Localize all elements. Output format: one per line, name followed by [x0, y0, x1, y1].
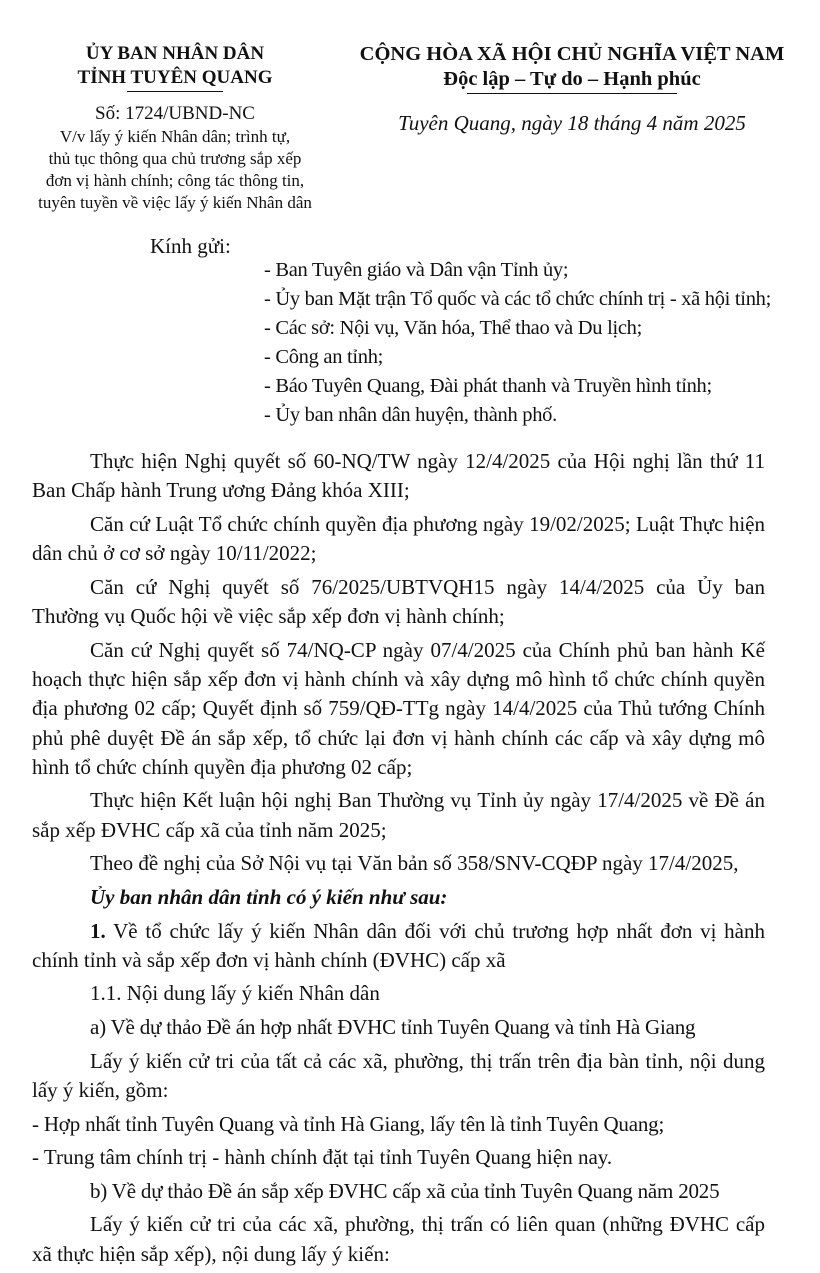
body-paragraph: Lấy ý kiến cử tri của tất cả các xã, phường, thị trấn trên địa bàn tỉnh, nội dung lấy ý kiến, gồm: — [32, 1048, 765, 1102]
recipient-item: - Các sở: Nội vụ, Văn hóa, Thể thao và Du lịch; — [264, 317, 643, 339]
section-number: 1. — [90, 918, 106, 943]
body-paragraph: Căn cứ Nghị quyết số 74/NQ-CP ngày 07/4/2025 của Chính phủ ban hành Kế hoạch thực hiện sắp xếp đơn vị hành chính và xây dựng mô hình tổ chức chính quyền địa phương 02 cấp; Quyết định số 759/QĐ-TTg ngày 14/4/2025 của Thủ tướng Chính phủ phê duyệt Đề án sắp xếp, tổ chức lại đơn vị hành chính các cấp và xây dựng mô hình tổ chức chính quyền địa phương 02 cấp; — [32, 637, 765, 779]
issuer-block — [8, 42, 342, 214]
bullet-item: - Hợp nhất tỉnh Tuyên Quang và tỉnh Hà Giang, lấy tên là tỉnh Tuyên Quang; — [32, 1111, 665, 1136]
motto-underline — [467, 93, 677, 94]
national-motto: Độc lập – Tự do – Hạnh phúc — [443, 68, 701, 90]
issuer-name-line2: TỈNH TUYÊN QUANG — [77, 67, 273, 88]
subject-line: thủ tục thông qua chủ trương sắp xếp — [48, 149, 302, 168]
addressees-label: Kính gửi: — [150, 234, 231, 258]
body-paragraph: Căn cứ Luật Tổ chức chính quyền địa phương ngày 19/02/2025; Luật Thực hiện dân chủ ở cơ sở ngày 10/11/2022; — [32, 511, 765, 566]
recipient-item: - Ban Tuyên giáo và Dân vận Tỉnh ủy; — [264, 259, 569, 281]
bullet-item: - Trung tâm chính trị - hành chính đặt tại tỉnh Tuyên Quang hiện nay. — [32, 1145, 613, 1170]
body-paragraph: a) Về dự thảo Đề án hợp nhất ĐVHC tỉnh Tuyên Quang và tỉnh Hà Giang — [90, 1015, 696, 1040]
section-item-1 — [32, 917, 765, 976]
body-paragraph: Theo đề nghị của Sở Nội vụ tại Văn bản số 358/SNV-CQĐP ngày 17/4/2025, — [90, 851, 739, 876]
place-and-date: Tuyên Quang, ngày 18 tháng 4 năm 2025 — [398, 111, 746, 135]
body-paragraph: Thực hiện Kết luận hội nghị Ban Thường vụ Tỉnh ủy ngày 17/4/2025 về Đề án sắp xếp ĐVHC cấp xã của tỉnh năm 2025; — [32, 788, 765, 842]
national-title: CỘNG HÒA XÃ HỘI CHỦ NGHĨA VIỆT NAM — [359, 43, 785, 65]
recipient-item: - Báo Tuyên Quang, Đài phát thanh và Truyền hình tỉnh; — [264, 375, 712, 397]
recipient-list — [264, 256, 771, 430]
subsection-heading: 1.1. Nội dung lấy ý kiến Nhân dân — [90, 981, 380, 1006]
section-item-text: Về tổ chức lấy ý kiến Nhân dân đối với chủ trương hợp nhất đơn vị hành chính tỉnh và sắp xếp đơn vị hành chính (ĐVHC) cấp xã — [32, 918, 765, 972]
section-heading: Ủy ban nhân dân tỉnh có ý kiến như sau: — [90, 884, 448, 909]
document-body — [32, 447, 765, 1273]
document-number: Số: 1724/UBND-NC — [95, 103, 255, 124]
body-paragraph: Thực hiện Nghị quyết số 60-NQ/TW ngày 12/4/2025 của Hội nghị lần thứ 11 Ban Chấp hành Trung ương Đảng khóa XIII; — [32, 449, 765, 503]
body-paragraph: Lấy ý kiến cử tri của các xã, phường, thị trấn có liên quan (những ĐVHC cấp xã thực hiện sắp xếp), nội dung lấy ý kiến: — [32, 1212, 765, 1266]
subject-line: tuyên tuyền về việc lấy ý kiến Nhân dân — [38, 193, 312, 212]
recipient-item: - Công an tỉnh; — [264, 346, 384, 368]
recipient-item: - Ủy ban Mặt trận Tổ quốc và các tổ chức chính trị - xã hội tỉnh; — [264, 288, 771, 310]
document-header — [0, 42, 820, 232]
national-block — [332, 42, 812, 136]
recipient-item: - Ủy ban nhân dân huyện, thành phố. — [264, 404, 557, 426]
body-paragraph: b) Về dự thảo Đề án sắp xếp ĐVHC cấp xã của tỉnh Tuyên Quang năm 2025 — [90, 1178, 720, 1203]
subject-line: đơn vị hành chính; công tác thông tin, — [45, 171, 305, 190]
issuer-underline — [127, 91, 223, 92]
subject-line: V/v lấy ý kiến Nhân dân; trình tự, — [59, 127, 291, 146]
issuer-name-line1: ỦY BAN NHÂN DÂN — [85, 43, 265, 64]
body-paragraph: Căn cứ Nghị quyết số 76/2025/UBTVQH15 ngày 14/4/2025 của Ủy ban Thường vụ Quốc hội về việc sắp xếp đơn vị hành chính; — [32, 574, 765, 629]
